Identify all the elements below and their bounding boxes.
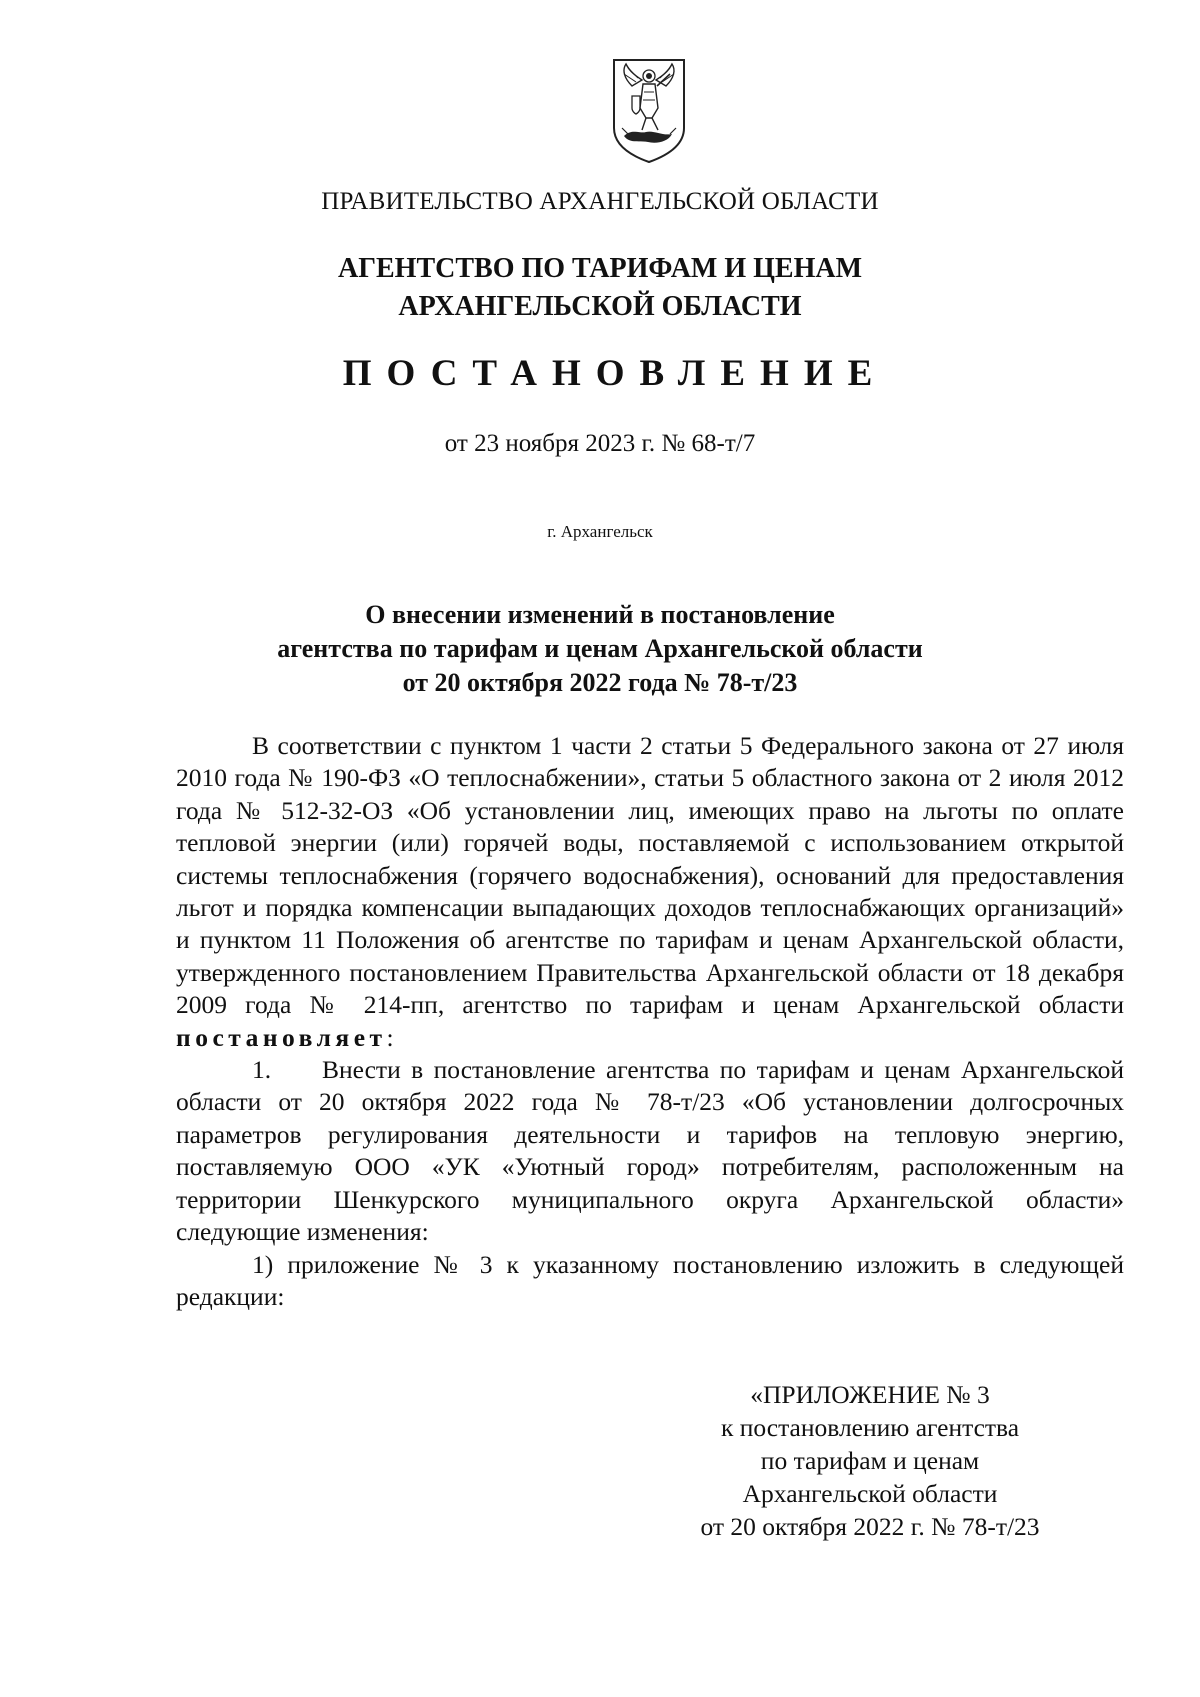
preamble-paragraph [176,730,1124,1054]
subitem-1-paragraph [176,1249,1124,1314]
document-date-number: от 23 ноября 2023 г. № 68-т/7 [444,430,756,457]
document-body [176,730,1124,1313]
resolves-word: постановляет [176,1022,387,1052]
document-subject [0,598,1200,700]
item-1-paragraph [176,1054,1124,1248]
document-city: г. Архангельск [547,522,653,541]
subject-line-1: О внесении изменений в постановление [365,600,835,629]
subitem-1-text: 1) приложение № 3 к указанному постановлению изложить в следующей редакции: [176,1249,1124,1311]
appendix-line-1: «ПРИЛОЖЕНИЕ № 3 [750,1380,990,1409]
appendix-line-4: Архангельской области [742,1479,998,1508]
subject-line-2: агентства по тарифам и ценам Архангельской области [277,634,923,663]
appendix-header [660,1378,1080,1543]
preamble-text: В соответствии с пунктом 1 части 2 статьи 5 Федерального закона от 27 июля 2010 года № 190-ФЗ «О теплоснабжении», статьи 5 областного закона от 2 июля 2012 года № 512-32-ОЗ «Об установлении лиц, имеющих право на льготы по оплате тепловой энергии (или) горячей воды, поставляемой с использованием открытой системы теплоснабжения (горячего водоснабжения), оснований для предоставления льгот и порядка компенсации выпадающих доходов теплоснабжающих организаций» и пунктом 11 Положения об агентстве по тарифам и ценам Архангельской области, утвержденного постановлением Правительства Архангельской области от 18 декабря 2009 года № 214-пп, агентство по тарифам и ценам Архангельской области [176,731,1124,1020]
document-type: ПОСТАНОВЛЕНИЕ [342,353,888,394]
appendix-line-3: по тарифам и ценам [760,1446,980,1475]
agency-title-line-2: АРХАНГЕЛЬСКОЙ ОБЛАСТИ [398,291,802,322]
appendix-line-2: к постановлению агентства [720,1413,1020,1442]
government-title: ПРАВИТЕЛЬСТВО АРХАНГЕЛЬСКОЙ ОБЛАСТИ [321,188,879,215]
agency-title [0,250,1200,326]
resolves-colon: : [386,1022,394,1052]
item-1-number: 1. [252,1055,272,1085]
appendix-line-5: от 20 октября 2022 г. № 78-т/23 [700,1512,1040,1541]
archangelsk-coat-of-arms-icon [610,56,688,164]
subject-line-3: от 20 октября 2022 года № 78-т/23 [402,668,798,697]
item-1-text: Внести в постановление агентства по тарифам и ценам Архангельской области от 20 октября 2022 года № 78-т/23 «Об установлении долгосрочных параметров регулирования деятельности и тарифов на тепловую энергию, поставляемую ООО «УК «Уютный город» потребителям, расположенным на территории Шенкурского муниципального округа Архангельской области» следующие изменения: [176,1055,1124,1247]
agency-title-line-1: АГЕНТСТВО ПО ТАРИФАМ И ЦЕНАМ [337,253,863,284]
